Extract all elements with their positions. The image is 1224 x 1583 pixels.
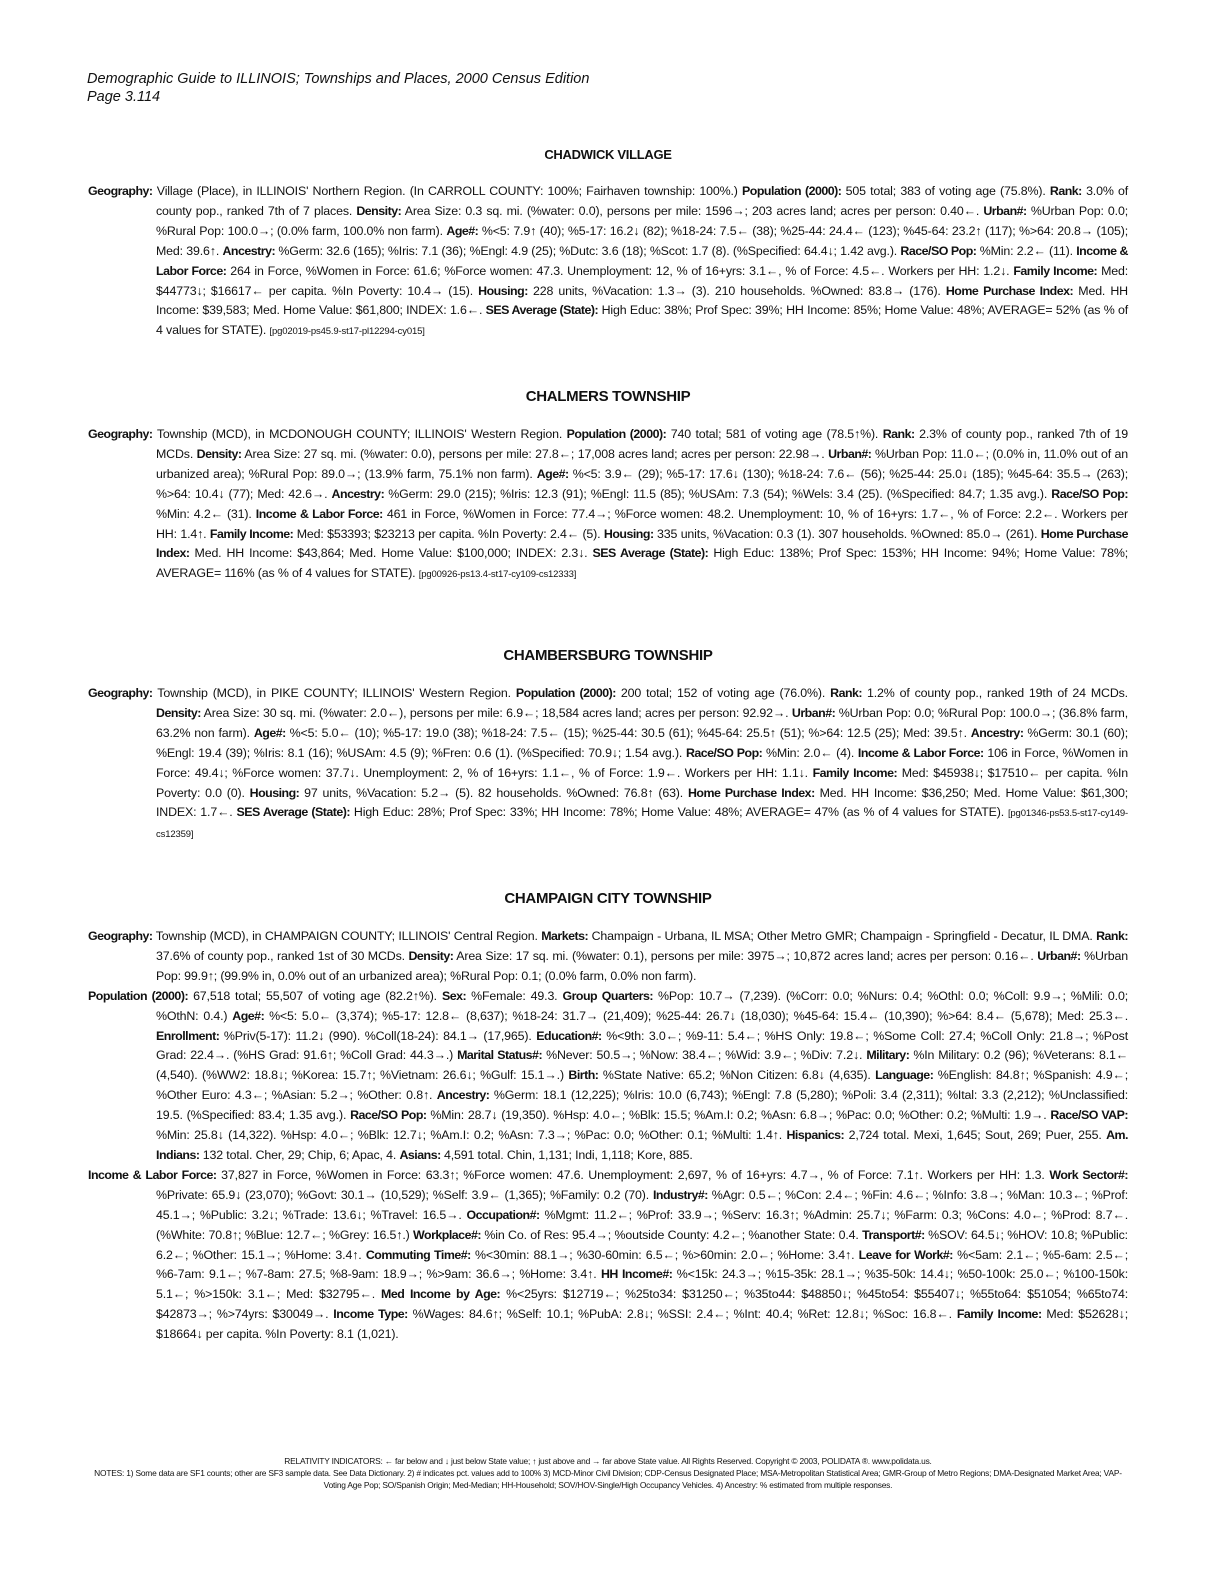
- field-label: Rank:: [882, 427, 915, 441]
- field-label: Race/SO Pop:: [1051, 486, 1128, 501]
- field-label: Age#:: [232, 1008, 265, 1023]
- field-value: %Urban Pop: 11.0←; (0.0% in, 11.0% out of an urbanized area); %Rural Pop: 89.0→; (13.9% farm, 75.1% non farm).: [156, 446, 1128, 481]
- field-label: Ancestry:: [222, 243, 276, 258]
- field-label: Ancestry:: [970, 725, 1024, 740]
- field-value: Township (MCD), in CHAMPAIGN COUNTY; ILLINOIS' Central Region.: [152, 929, 542, 943]
- field-label: Hispanics:: [786, 1128, 845, 1143]
- field-value: %Pop: 10.7→ (7,239). (%Corr: 0.0; %Nurs: 0.4; %Othl: 0.0; %Coll: 9.9→; %Mili: 0.0; %OthN: 0.4.): [156, 988, 1128, 1023]
- section-chadwick-village: [88, 147, 1128, 342]
- field-value: Area Size: 27 sq. mi. (%water: 0.0), persons per mile: 27.8←; 17,008 acres land; acres per person: 22.98→.: [241, 446, 829, 461]
- field-value: 228 units, %Vacation: 1.3→ (3). 210 households. %Owned: 83.8→ (176).: [527, 283, 946, 298]
- field-label: Housing:: [603, 526, 654, 541]
- relativity-indicators-note: RELATIVITY INDICATORS: ← far below and ↓ just below State value; ↑ just above and → far above State value. All Rights Reserved. Copyright © 2003, POLIDATA ®. www.polidata.us.: [284, 1456, 932, 1466]
- data-paragraph: [88, 987, 1128, 1166]
- field-label: Population (2000):: [566, 427, 667, 441]
- field-label: Home Purchase Index:: [156, 526, 1129, 561]
- field-label: Housing:: [249, 785, 300, 800]
- field-value: %Min: 2.2← (11).: [976, 243, 1077, 258]
- field-value: 200 total; 152 of voting age (76.0%).: [615, 686, 831, 700]
- section-body: [88, 927, 1128, 1345]
- field-value: High Educ: 38%; Prof Spec: 39%; HH Income: 85%; Home Value: 48%; AVERAGE= 52% (as % of 4 values for STATE).: [156, 303, 1129, 338]
- field-value: 132 total. Cher, 29; Chip, 6; Apac, 4.: [199, 1147, 400, 1162]
- field-value: 2,724 total. Mexi, 1,645; Sout, 269; Puer, 255.: [844, 1128, 1107, 1143]
- field-value: 37.6% of county pop., ranked 1st of 30 MCDs.: [156, 948, 409, 963]
- field-label: Am. Indians:: [156, 1128, 1128, 1162]
- field-value: %Urban Pop: 0.0; %Rural Pop: 100.0→; (36.8% farm, 63.2% non farm).: [156, 705, 1128, 740]
- field-value: %In Military: 0.2 (96); %Veterans: 8.1← (4,540). (%WW2: 18.8↓; %Korea: 15.7↑; %Vietnam: 26.6↓; %Gulf: 15.1→.): [156, 1048, 1129, 1083]
- section-title: CHADWICK VILLAGE: [544, 147, 672, 162]
- data-paragraph: [88, 182, 1128, 342]
- field-label: Race/SO Pop:: [685, 745, 763, 760]
- data-paragraph: [88, 684, 1128, 845]
- field-label: Marital Status#:: [457, 1048, 543, 1063]
- field-label: Asians:: [399, 1147, 441, 1162]
- record-code: [pg01346-ps53.5-st17-cy149-cs12359]: [156, 808, 1128, 841]
- field-value: Township (MCD), in PIKE COUNTY; ILLINOIS' Western Region.: [152, 686, 516, 700]
- field-label: Family Income:: [1013, 263, 1098, 278]
- field-value: %<15k: 24.3→; %15-35k: 28.1→; %35-50k: 14.4↓; %50-100k: 25.0←; %100-150k: 5.1←; %>150k: 3.1←; Med: $32795←.: [156, 1267, 1128, 1302]
- field-value: %Germ: 29.0 (215); %Iris: 12.3 (91); %Engl: 11.5 (85); %USAm: 7.3 (54); %Wels: 3.4 (25). (%Specified: 84.7; 1.35 avg.).: [384, 486, 1052, 501]
- field-value: Med. HH Income: $39,583; Med. Home Value: $61,800; INDEX: 1.6←.: [156, 283, 1128, 318]
- field-label: Income & Labor Force:: [156, 243, 1128, 278]
- field-value: %Female: 49.3.: [466, 988, 563, 1003]
- field-label: Density:: [196, 446, 242, 461]
- field-value: %Germ: 30.1 (60); %Engl: 19.4 (39); %Iris: 8.1 (16); %USAm: 4.5 (9); %Fren: 0.6 (1). (%Specified: 70.9↓; 1.54 avg.).: [156, 725, 1128, 760]
- field-label: Geography:: [88, 929, 153, 943]
- field-value: %Min: 2.0← (4).: [762, 745, 858, 760]
- field-value: %Never: 50.5→; %Now: 38.4←; %Wid: 3.9←; %Div: 7.2↓.: [542, 1048, 867, 1063]
- field-label: Transport#:: [862, 1227, 925, 1242]
- field-value: %Agr: 0.5←; %Con: 2.4←; %Fin: 4.6←; %Info: 3.8→; %Man: 10.3←; %Prof: 45.1→; %Public: 3.2↓; %Trade: 13.6↓; %Travel: 16.5→.: [156, 1187, 1128, 1222]
- field-label: Leave for Work#:: [858, 1247, 953, 1262]
- field-value: %Urban Pop: 0.0; %Rural Pop: 100.0→; (0.0% farm, 100.0% non farm).: [156, 203, 1128, 238]
- field-value: Med: $45938↓; $17510← per capita. %In Poverty: 0.0 (0).: [156, 765, 1129, 800]
- field-value: 67,518 total; 55,507 of voting age (82.2↑%).: [188, 988, 442, 1003]
- field-value: %<30min: 88.1→; %30-60min: 6.5←; %>60min: 2.0←; %Home: 3.4↑.: [470, 1247, 859, 1262]
- field-value: Med: $53393; $23213 per capita. %In Poverty: 2.4← (5).: [293, 526, 604, 541]
- field-value: %in Co. of Res: 95.4→; %outside County: 4.2←; %another State: 0.4.: [481, 1227, 863, 1242]
- field-value: %Min: 4.2← (31).: [156, 506, 256, 521]
- field-value: 505 total; 383 of voting age (75.8%).: [841, 184, 1050, 198]
- field-label: Family Income:: [956, 1307, 1042, 1322]
- record-code: [pg02019-ps45.9-st17-pl12294-cy015]: [269, 326, 425, 338]
- field-label: Income & Labor Force:: [88, 1167, 217, 1182]
- field-label: HH Income#:: [600, 1267, 673, 1282]
- field-label: Work Sector#:: [1049, 1167, 1128, 1182]
- field-label: Age#:: [446, 223, 479, 238]
- field-value: Area Size: 0.3 sq. mi. (%water: 0.0), persons per mile: 1596→; 203 acres land; acres per person: 0.40←.: [401, 203, 984, 218]
- field-label: Workplace#:: [413, 1227, 481, 1242]
- field-label: Geography:: [88, 184, 153, 198]
- field-value: %<5: 3.9← (29); %5-17: 17.6↓ (130); %18-24: 7.6← (56); %25-44: 25.0↓ (185); %45-64: 35.5→ (263); %>64: 10.4↓ (77); Med: 42.6→.: [156, 466, 1128, 501]
- field-label: Race/SO Pop:: [900, 243, 977, 258]
- field-value: Med. HH Income: $36,250; Med. Home Value: $61,300; INDEX: 1.7←.: [156, 785, 1128, 820]
- field-value: %Urban Pop: 99.9↑; (99.9% in, 0.0% out of an urbanized area); %Rural Pop: 0.1; (0.0% farm, 0.0% non farm).: [156, 948, 1128, 983]
- field-label: Enrollment:: [156, 1028, 220, 1043]
- field-value: 740 total; 581 of voting age (78.5↑%).: [666, 427, 883, 441]
- field-value: 335 units, %Vacation: 0.3 (1). 307 households. %Owned: 85.0→ (261).: [653, 526, 1041, 541]
- field-value: Village (Place), in ILLINOIS' Northern Region. (In CARROLL COUNTY: 100%; Fairhaven township: 100%.): [152, 184, 743, 198]
- field-label: SES Average (State):: [592, 546, 709, 561]
- field-value: Med: $44773↓; $16617← per capita. %In Poverty: 10.4→ (15).: [156, 263, 1129, 298]
- data-paragraph: [88, 1166, 1128, 1345]
- field-label: Sex:: [441, 988, 467, 1003]
- page-number: Page 3.114: [87, 89, 161, 105]
- section-body: [88, 182, 1128, 342]
- field-label: Race/SO Pop:: [350, 1108, 427, 1123]
- field-label: Military:: [866, 1048, 910, 1063]
- field-value: Med: $52628↓; $18664↓ per capita. %In Poverty: 8.1 (1,021).: [156, 1307, 1129, 1342]
- field-value: %Mgmt: 11.2←; %Prof: 33.9→; %Serv: 16.3↑; %Admin: 25.7↓; %Farm: 0.3; %Cons: 4.0←; %Prod: 8.7←. (%White: 70.8↑; %Blue: 12.7←; %Grey: 16.5↑.): [156, 1207, 1128, 1242]
- field-label: Family Income:: [209, 526, 294, 541]
- field-label: SES Average (State):: [236, 805, 351, 820]
- field-value: High Educ: 28%; Prof Spec: 33%; HH Income: 78%; Home Value: 48%; AVERAGE= 47% (as % of 4 values for STATE).: [350, 805, 1008, 820]
- field-label: Population (2000):: [742, 184, 842, 198]
- field-value: 97 units, %Vacation: 5.2→ (5). 82 households. %Owned: 76.8↑ (63).: [299, 785, 688, 800]
- field-label: Commuting Time#:: [365, 1247, 471, 1262]
- field-value: 1.2% of county pop., ranked 19th of 24 MCDs.: [862, 686, 1128, 700]
- field-value: %<5am: 2.1←; %5-6am: 2.5←; %6-7am: 9.1←; %7-8am: 27.5; %8-9am: 18.9→; %>9am: 36.6→; %Home: 3.4↑.: [156, 1247, 1129, 1282]
- field-value: %Min: 28.7↓ (19,350). %Hsp: 4.0←; %Blk: 15.5; %Am.I: 0.2; %Asn: 6.8→; %Pac: 0.0; %Other: 0.2; %Multi: 1.9→.: [426, 1108, 1051, 1123]
- notes: NOTES: 1) Some data are SF1 counts; other are SF3 sample data. See Data Dictionary. 2) # indicates pct. values add to 100% 3) MCD-Minor Civil Division; CDP-Census Designated Place; MSA-Metropolitan Statistical Area; GMR-Group of Metro Regions; DMA-Designated Market Area; VAP-Voting Age Pop; SO/Spanish Origin; Med-Median; HH-Household; SOV/HOV-Single/High Occupancy Vehicles. 4) Ancestry: % estimated from multiple responses.: [94, 1468, 1122, 1490]
- field-label: Income & Labor Force:: [857, 745, 984, 760]
- field-label: Rank:: [830, 686, 863, 700]
- field-label: Density:: [156, 705, 201, 720]
- field-value: %Germ: 32.6 (165); %Iris: 7.1 (36); %Engl: 4.9 (25); %Dutc: 3.6 (18); %Scot: 1.7 (8). (%Specified: 64.4↓; 1.42 avg.).: [275, 243, 901, 258]
- field-value: 2.3% of county pop., ranked 7th of 19 MCDs.: [156, 427, 1128, 461]
- field-label: Language:: [875, 1068, 934, 1083]
- page-footer: [88, 1455, 1128, 1491]
- field-label: Geography:: [88, 427, 153, 441]
- field-label: Home Purchase Index:: [687, 785, 815, 800]
- field-label: Birth:: [568, 1068, 599, 1083]
- field-value: Med. HH Income: $43,864; Med. Home Value: $100,000; INDEX: 2.3↓.: [189, 546, 593, 561]
- field-value: %<5: 5.0← (10); %5-17: 19.0 (38); %18-24: 7.5← (15); %25-44: 30.5 (61); %45-64: 25.5↑ (51); %>64: 12.5 (25); Med: 39.5↑.: [285, 725, 971, 740]
- field-value: %State Native: 65.2; %Non Citizen: 6.8↓ (4,635).: [598, 1068, 876, 1083]
- field-label: Race/SO VAP:: [1050, 1108, 1129, 1123]
- field-label: Urban#:: [983, 203, 1027, 218]
- page-header: [87, 70, 589, 106]
- field-value: 264 in Force, %Women in Force: 61.6; %Force women: 47.3. Unemployment: 12, % of 16+yrs: 3.1←, % of Force: 4.5←. Workers per HH: 1.2↓.: [226, 263, 1014, 278]
- field-label: Population (2000):: [515, 686, 616, 700]
- section-title: CHAMBERSBURG TOWNSHIP: [503, 647, 713, 664]
- field-label: Geography:: [88, 686, 153, 700]
- field-value: 4,591 total. Chin, 1,131; Indi, 1,118; Kore, 885.: [440, 1147, 693, 1162]
- field-label: Med Income by Age:: [381, 1287, 501, 1302]
- field-label: Industry#:: [652, 1187, 708, 1202]
- field-label: Density:: [408, 948, 454, 963]
- data-paragraph: [88, 927, 1128, 987]
- field-label: Urban#:: [828, 446, 872, 461]
- field-value: %English: 84.8↑; %Spanish: 4.9←; %Other Euro: 4.3←; %Asian: 5.2→; %Other: 0.8↑.: [156, 1068, 1129, 1103]
- section-body: [88, 684, 1128, 845]
- record-code: [pg00926-ps13.4-st17-cy109-cs12333]: [418, 569, 577, 581]
- section-chambersburg-township: [88, 647, 1128, 845]
- field-value: 3.0% of county pop., ranked 7th of 7 places.: [156, 184, 1128, 218]
- section-body: [88, 425, 1128, 585]
- field-label: Rank:: [1049, 184, 1082, 198]
- field-label: Urban#:: [1037, 948, 1081, 963]
- field-label: Education#:: [536, 1028, 602, 1043]
- field-value: Champaign - Urbana, IL MSA; Other Metro GMR; Champaign - Springfield - Decatur, IL DMA.: [588, 929, 1097, 943]
- field-label: Ancestry:: [436, 1088, 490, 1103]
- field-value: %Min: 25.8↓ (14,322). %Hsp: 4.0←; %Blk: 12.7↓; %Am.I: 0.2; %Asn: 7.3→; %Pac: 0.0; %Other: 0.1; %Multi: 1.4↑.: [156, 1128, 787, 1143]
- document-title: Demographic Guide to ILLINOIS; Townships and Places, 2000 Census Edition: [87, 71, 590, 87]
- section-title: CHALMERS TOWNSHIP: [525, 388, 691, 405]
- field-value: %Priv(5-17): 11.2↓ (990). %Coll(18-24): 84.1→ (17,965).: [219, 1028, 537, 1043]
- field-value: %<25yrs: $12719←; %25to34: $31250←; %35to44: $48850↓; %45to54: $55407↓; %55to64: $51054; %65to74: $42873→; %>74yrs: $30049→.: [156, 1287, 1128, 1322]
- field-label: SES Average (State):: [485, 303, 599, 318]
- field-value: High Educ: 138%; Prof Spec: 153%; HH Income: 94%; Home Value: 78%; AVERAGE= 116% (as % of 4 values for STATE).: [156, 546, 1128, 581]
- field-value: 461 in Force, %Women in Force: 77.4→; %Force women: 48.2. Unemployment: 10, % of 16+yrs: 1.7←, % of Force: 2.2←. Workers per HH: 1.4↑.: [156, 506, 1129, 541]
- field-label: Occupation#:: [466, 1207, 540, 1222]
- field-label: Markets:: [541, 929, 589, 943]
- field-value: Area Size: 17 sq. mi. (%water: 0.1), persons per mile: 3975→; 10,872 acres land; acres per person: 0.16←.: [453, 948, 1038, 963]
- field-value: 37,827 in Force, %Women in Force: 63.3↑; %Force women: 47.6. Unemployment: 2,697, % of 16+yrs: 4.7→, % of Force: 7.1↑. Workers per HH: 1.3.: [216, 1167, 1050, 1182]
- field-value: %<5: 7.9↑ (40); %5-17: 16.2↓ (82); %18-24: 7.5← (38); %25-44: 24.4← (123); %45-64: 23.2↑ (117); %>64: 20.8→ (105); Med: 39.6↑.: [156, 223, 1128, 258]
- field-label: Housing:: [478, 283, 528, 298]
- field-value: Area Size: 30 sq. mi. (%water: 2.0←), persons per mile: 6.9←; 18,584 acres land; acres per person: 92.92→.: [200, 705, 792, 720]
- field-label: Income & Labor Force:: [255, 506, 383, 521]
- field-label: Age#:: [536, 466, 569, 481]
- field-value: %<9th: 3.0←; %9-11: 5.4←; %HS Only: 19.8←; %Some Coll: 27.4; %Coll Only: 21.8→; %Post Grad: 22.4→. (%HS Grad: 91.6↑; %Coll Grad: 44.3→.): [156, 1028, 1128, 1063]
- field-label: Group Quarters:: [562, 988, 654, 1003]
- field-value: %<5: 5.0← (3,374); %5-17: 12.8← (8,637); %18-24: 31.7→ (21,409); %25-44: 26.7↓ (18,030); %45-64: 15.4← (10,390); %>64: 8.4← (5,678); Med: 25.3←.: [264, 1008, 1128, 1023]
- field-label: Population (2000):: [88, 988, 189, 1003]
- field-value: Township (MCD), in MCDONOUGH COUNTY; ILLINOIS' Western Region.: [152, 427, 567, 441]
- field-label: Family Income:: [812, 765, 898, 780]
- field-label: Density:: [356, 203, 402, 218]
- field-value: %SOV: 64.5↓; %HOV: 10.8; %Public: 6.2←; %Other: 15.1→; %Home: 3.4↑.: [156, 1227, 1128, 1262]
- section-title: CHAMPAIGN CITY TOWNSHIP: [504, 890, 712, 907]
- field-value: %Private: 65.9↓ (23,070); %Govt: 30.1→ (10,529); %Self: 3.9← (1,365); %Family: 0.2 (70).: [156, 1187, 653, 1202]
- field-value: 106 in Force, %Women in Force: 49.4↓; %Force women: 37.7↓. Unemployment: 2, % of 16+yrs: 1.1←, % of Force: 1.9←. Workers per HH: 1.1↓.: [156, 745, 1128, 780]
- field-label: Urban#:: [791, 705, 836, 720]
- section-champaign-city-township: [88, 890, 1128, 1345]
- section-chalmers-township: [88, 388, 1128, 585]
- field-label: Ancestry:: [331, 486, 385, 501]
- field-value: %Germ: 18.1 (12,225); %Iris: 10.0 (6,743); %Engl: 7.8 (5,280); %Poli: 3.4 (2,311); %Ital: 3.3 (2,212); %Unclassified: 19.5. (%Specified: 83.4; 1.35 avg.).: [156, 1088, 1128, 1123]
- field-label: Income Type:: [333, 1307, 408, 1322]
- data-paragraph: [88, 425, 1128, 585]
- field-label: Home Purchase Index:: [945, 283, 1074, 298]
- field-value: %Wages: 84.6↑; %Self: 10.1; %PubA: 2.8↓; %SSI: 2.4←; %Int: 40.4; %Ret: 12.8↓; %Soc: 16.8←.: [407, 1307, 957, 1322]
- field-label: Rank:: [1096, 929, 1128, 943]
- field-label: Age#:: [253, 725, 286, 740]
